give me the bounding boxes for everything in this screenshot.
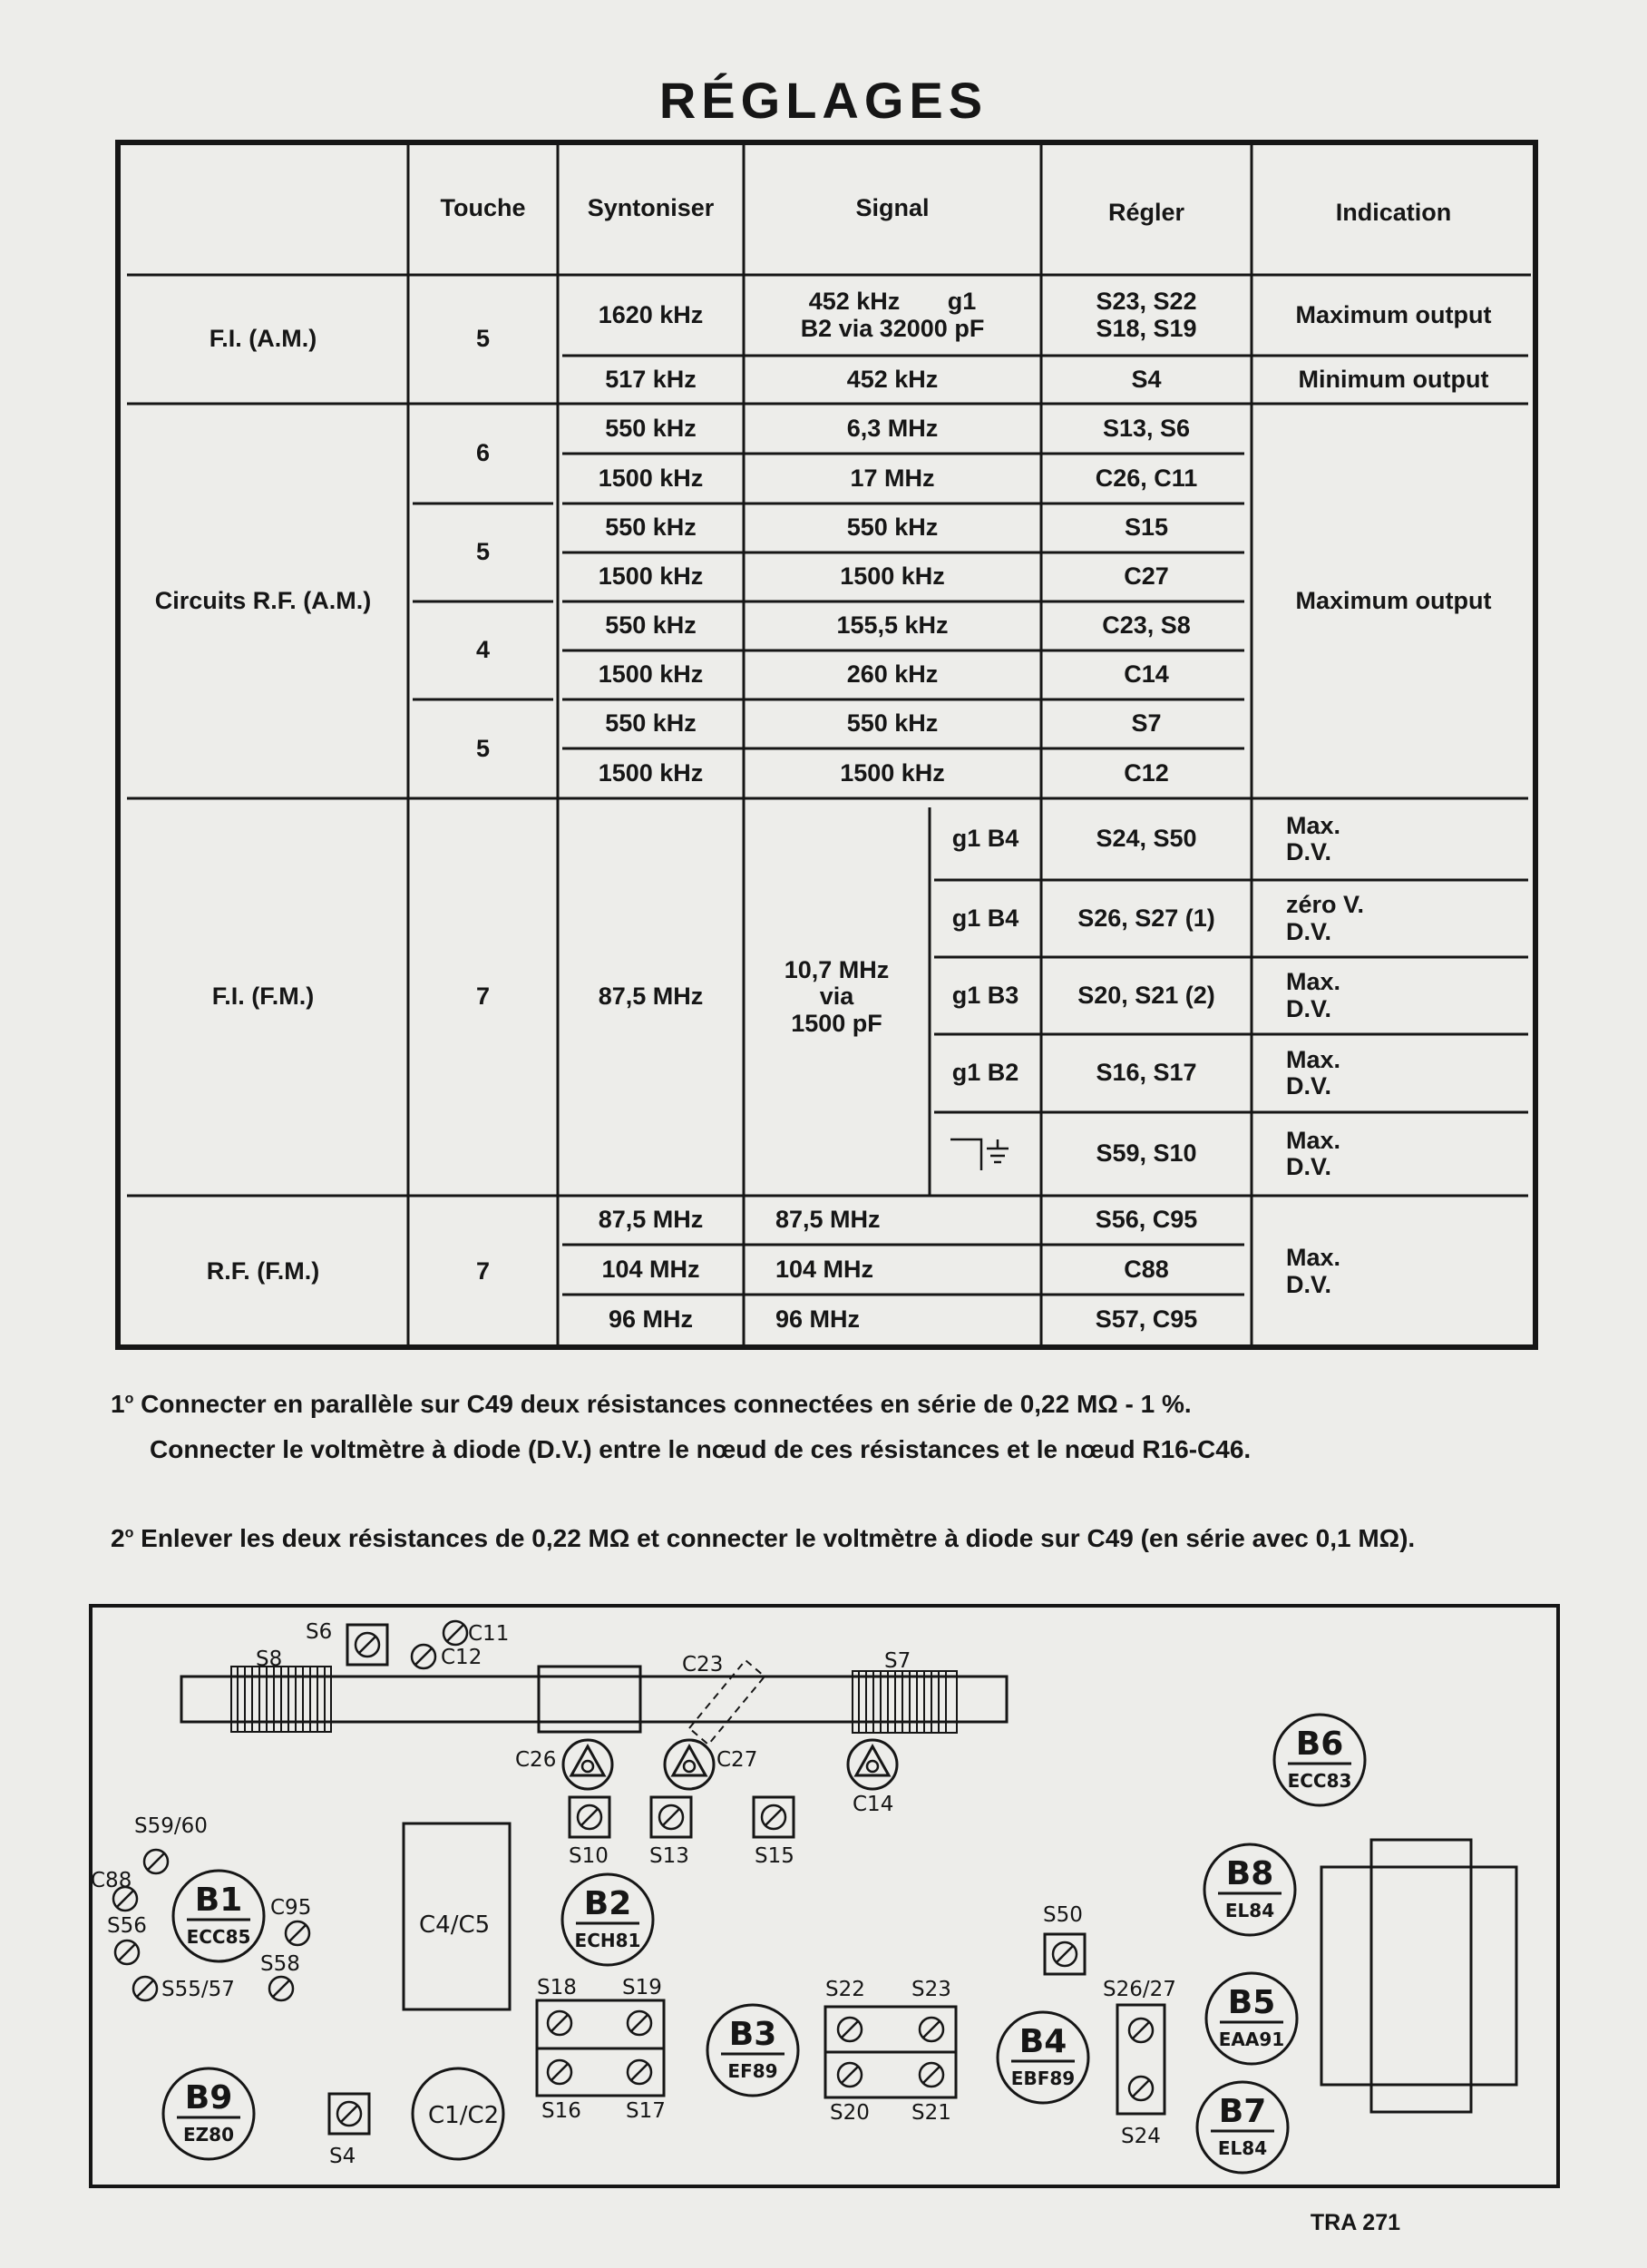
table-row-regler: C23, S8 bbox=[1102, 611, 1191, 640]
label-s8: S8 bbox=[256, 1647, 283, 1671]
table-row-syntoniser: 87,5 MHz bbox=[598, 1206, 704, 1234]
touche-fi-am: 5 bbox=[475, 325, 491, 353]
svg-text:B2: B2 bbox=[583, 1885, 632, 1922]
label-c4-c5: C4/C5 bbox=[419, 1911, 491, 1939]
indication-rf-am: Maximum output bbox=[1295, 586, 1492, 614]
label-c14: C14 bbox=[853, 1793, 894, 1816]
label-s4: S4 bbox=[329, 2145, 356, 2168]
table-row-regler: S7 bbox=[1131, 709, 1162, 738]
tube-b2 bbox=[562, 1874, 653, 1965]
section-fi-am: F.I. (A.M.) bbox=[209, 325, 317, 353]
trimmer-s56 bbox=[115, 1941, 139, 1964]
label-c1-c2: C1/C2 bbox=[428, 2102, 500, 2129]
svg-text:EZ80: EZ80 bbox=[183, 2124, 234, 2146]
tube-b8 bbox=[1204, 1844, 1295, 1935]
svg-text:ECH81: ECH81 bbox=[574, 1930, 641, 1951]
trimmer-c26 bbox=[563, 1740, 612, 1789]
table-row-syntoniser: 550 kHz bbox=[605, 709, 697, 738]
trimmer-s4 bbox=[329, 2094, 369, 2134]
label-s16: S16 bbox=[541, 2099, 581, 2123]
svg-text:B1: B1 bbox=[194, 1882, 243, 1919]
tube-b4 bbox=[998, 2012, 1088, 2103]
table-row-regler: C26, C11 bbox=[1095, 464, 1198, 492]
svg-text:ECC83: ECC83 bbox=[1287, 1770, 1352, 1792]
table-row-syntoniser: 517 kHz bbox=[605, 365, 697, 393]
tube-b6 bbox=[1274, 1715, 1365, 1805]
fi-fm-regler: S20, S21 (2) bbox=[1077, 981, 1215, 1009]
label-s56: S56 bbox=[107, 1914, 147, 1938]
label-c95: C95 bbox=[270, 1896, 312, 1920]
table-row-syntoniser: 550 kHz bbox=[605, 513, 697, 542]
label-s58: S58 bbox=[260, 1952, 300, 1976]
note-2: 2$^o$ Enlever les deux résistances de 0,22 MΩ et connecter le voltmètre à diode sur C49 (en série avec 0,1 MΩ). bbox=[111, 1524, 1416, 1552]
table-row-syntoniser: 1620 kHz bbox=[598, 300, 704, 328]
fi-fm-indication: Max. D.V. bbox=[1286, 968, 1341, 1022]
trimmer-s10 bbox=[570, 1797, 609, 1837]
section-rf-fm: R.F. (F.M.) bbox=[206, 1256, 320, 1285]
fi-fm-regler: S26, S27 (1) bbox=[1077, 904, 1215, 932]
label-s7: S7 bbox=[884, 1649, 911, 1673]
table-row-signal: 260 kHz bbox=[846, 660, 939, 689]
label-c23: C23 bbox=[682, 1653, 724, 1677]
trimmer-s15 bbox=[754, 1797, 794, 1837]
touche-rf-am-1: 6 bbox=[475, 439, 491, 467]
tube-b7 bbox=[1197, 2082, 1288, 2173]
label-s19: S19 bbox=[622, 1976, 662, 1999]
touche-rf-fm: 7 bbox=[475, 1256, 491, 1285]
table-row-signal: 452 kHz g1 B2 via 32000 pF bbox=[800, 288, 985, 342]
header-indication: Indication bbox=[1335, 199, 1452, 227]
label-s26-27: S26/27 bbox=[1103, 1978, 1176, 2001]
label-s23: S23 bbox=[911, 1978, 951, 2001]
fi-fm-point: g1 B2 bbox=[951, 1059, 1019, 1087]
label-s10: S10 bbox=[569, 1844, 609, 1868]
svg-text:B6: B6 bbox=[1295, 1725, 1344, 1763]
label-c11: C11 bbox=[468, 1622, 510, 1646]
table-row-regler: S4 bbox=[1131, 365, 1162, 393]
table-row-signal: 17 MHz bbox=[850, 464, 935, 492]
label-c12: C12 bbox=[441, 1646, 482, 1669]
label-s13: S13 bbox=[649, 1844, 689, 1868]
table-row-regler: C12 bbox=[1124, 758, 1169, 787]
svg-text:EF89: EF89 bbox=[727, 2060, 778, 2082]
touche-rf-am-3: 4 bbox=[475, 636, 491, 664]
trimmer-s13 bbox=[651, 1797, 691, 1837]
table-row-signal: 550 kHz bbox=[846, 709, 939, 738]
output-transformer bbox=[1321, 1840, 1516, 2112]
table-row-regler: S13, S6 bbox=[1102, 414, 1191, 442]
label-s24: S24 bbox=[1121, 2125, 1161, 2148]
svg-text:B7: B7 bbox=[1218, 2093, 1267, 2130]
tube-b3 bbox=[707, 2005, 798, 2096]
table-row-syntoniser: 550 kHz bbox=[605, 414, 697, 442]
note-1: 1$^o$ Connecter en parallèle sur C49 deux résistances connectées en série de 0,22 MΩ - 1 %. bbox=[111, 1390, 1192, 1418]
trimmer-s55-57 bbox=[133, 1977, 157, 2000]
label-s17: S17 bbox=[626, 2099, 666, 2123]
svg-text:B8: B8 bbox=[1225, 1855, 1274, 1892]
table-row-signal: 104 MHz bbox=[775, 1255, 874, 1283]
svg-text:EL84: EL84 bbox=[1224, 1900, 1275, 1921]
touche-fi-fm: 7 bbox=[475, 982, 491, 1011]
svg-text:B5: B5 bbox=[1227, 1984, 1276, 2021]
label-c26: C26 bbox=[515, 1748, 557, 1772]
label-c88: C88 bbox=[91, 1869, 132, 1892]
tube-b9 bbox=[163, 2068, 254, 2159]
fi-fm-regler: S59, S10 bbox=[1096, 1139, 1197, 1168]
fi-fm-signal: 10,7 MHz via 1500 pF bbox=[784, 956, 890, 1037]
touche-rf-am-2: 5 bbox=[475, 538, 491, 566]
trimmer-c27 bbox=[665, 1740, 714, 1789]
table-row-regler: S56, C95 bbox=[1095, 1206, 1198, 1234]
label-s15: S15 bbox=[755, 1844, 794, 1868]
label-s18: S18 bbox=[537, 1976, 577, 1999]
fi-fm-indication: zéro V. D.V. bbox=[1286, 891, 1365, 945]
table-row-regler: S57, C95 bbox=[1095, 1305, 1198, 1334]
fi-fm-indication: Max. D.V. bbox=[1286, 1045, 1341, 1100]
trimmer-c95 bbox=[286, 1921, 309, 1945]
table-row-syntoniser: 1500 kHz bbox=[598, 660, 704, 689]
label-s22: S22 bbox=[825, 1978, 865, 2001]
svg-text:EAA91: EAA91 bbox=[1218, 2028, 1285, 2050]
table-row-syntoniser: 1500 kHz bbox=[598, 758, 704, 787]
note-1-line-2: Connecter le voltmètre à diode (D.V.) entre le nœud de ces résistances et le nœud R16-C46. bbox=[150, 1435, 1252, 1463]
svg-text:B9: B9 bbox=[184, 2079, 233, 2116]
table-row-signal: 1500 kHz bbox=[840, 758, 945, 787]
table-row-signal: 155,5 kHz bbox=[836, 611, 949, 640]
header-signal: Signal bbox=[855, 194, 930, 222]
svg-text:EL84: EL84 bbox=[1217, 2137, 1268, 2159]
document-code: TRA 271 bbox=[1310, 2210, 1400, 2235]
trimmer-s6 bbox=[347, 1625, 387, 1665]
indication-fi-am-max: Maximum output bbox=[1295, 300, 1492, 328]
table-row-syntoniser: 1500 kHz bbox=[598, 562, 704, 591]
trimmer-s59-60 bbox=[144, 1850, 168, 1873]
trimmer-c14 bbox=[848, 1740, 897, 1789]
trimmer-c12 bbox=[412, 1645, 435, 1668]
fi-fm-indication: Max. D.V. bbox=[1286, 1126, 1341, 1180]
trimmer-s50 bbox=[1045, 1934, 1085, 1974]
label-s20: S20 bbox=[830, 2101, 870, 2125]
table-row-syntoniser: 550 kHz bbox=[605, 611, 697, 640]
label-s21: S21 bbox=[911, 2101, 951, 2125]
header-regler: Régler bbox=[1107, 199, 1185, 227]
section-circuits-rf-am: Circuits R.F. (A.M.) bbox=[154, 586, 372, 614]
label-s59-60: S59/60 bbox=[134, 1814, 208, 1838]
trimmer-c11 bbox=[443, 1621, 467, 1645]
svg-text:ECC85: ECC85 bbox=[186, 1926, 251, 1948]
table-row-regler: C27 bbox=[1124, 562, 1169, 591]
fi-fm-indication: Max. D.V. bbox=[1286, 811, 1341, 865]
fi-fm-point: g1 B3 bbox=[951, 981, 1019, 1009]
table-row-regler: S23, S22 S18, S19 bbox=[1096, 288, 1197, 342]
section-fi-fm: F.I. (F.M.) bbox=[211, 982, 315, 1011]
fi-fm-point: g1 B4 bbox=[951, 825, 1019, 853]
svg-text:B4: B4 bbox=[1018, 2023, 1067, 2060]
table-row-signal: 96 MHz bbox=[775, 1305, 861, 1334]
rf-fm-indication: Max. D.V. bbox=[1286, 1244, 1341, 1298]
table-row-syntoniser: 1500 kHz bbox=[598, 464, 704, 492]
fi-fm-regler: S16, S17 bbox=[1096, 1059, 1197, 1087]
svg-text:B3: B3 bbox=[728, 2016, 777, 2053]
indication-fi-am-min: Minimum output bbox=[1298, 365, 1489, 393]
table-row-syntoniser: 96 MHz bbox=[608, 1305, 694, 1334]
label-s50: S50 bbox=[1043, 1903, 1083, 1927]
tube-b5 bbox=[1206, 1973, 1297, 2064]
table-row-regler: C14 bbox=[1124, 660, 1169, 689]
fi-fm-point: g1 B4 bbox=[951, 904, 1019, 932]
label-s6: S6 bbox=[306, 1620, 333, 1644]
table-row-signal: 87,5 MHz bbox=[775, 1206, 881, 1234]
touche-rf-am-4: 5 bbox=[475, 734, 491, 762]
svg-text:EBF89: EBF89 bbox=[1010, 2068, 1076, 2089]
header-touche: Touche bbox=[440, 194, 526, 222]
table-row-signal: 452 kHz bbox=[846, 365, 939, 393]
fi-fm-regler: S24, S50 bbox=[1096, 825, 1197, 853]
tube-b1 bbox=[173, 1871, 264, 1961]
table-row-syntoniser: 104 MHz bbox=[601, 1255, 700, 1283]
label-c27: C27 bbox=[716, 1748, 758, 1772]
table-row-signal: 550 kHz bbox=[846, 513, 939, 542]
label-s55-57: S55/57 bbox=[161, 1978, 235, 2001]
page-title: RÉGLAGES bbox=[658, 72, 989, 129]
trimmer-s58 bbox=[269, 1977, 293, 2000]
header-syntoniser: Syntoniser bbox=[587, 194, 715, 222]
table-row-signal: 6,3 MHz bbox=[846, 414, 939, 442]
table-row-regler: C88 bbox=[1124, 1255, 1169, 1283]
fi-fm-syntoniser: 87,5 MHz bbox=[598, 982, 704, 1011]
table-row-regler: S15 bbox=[1124, 513, 1169, 542]
table-row-signal: 1500 kHz bbox=[840, 562, 945, 591]
